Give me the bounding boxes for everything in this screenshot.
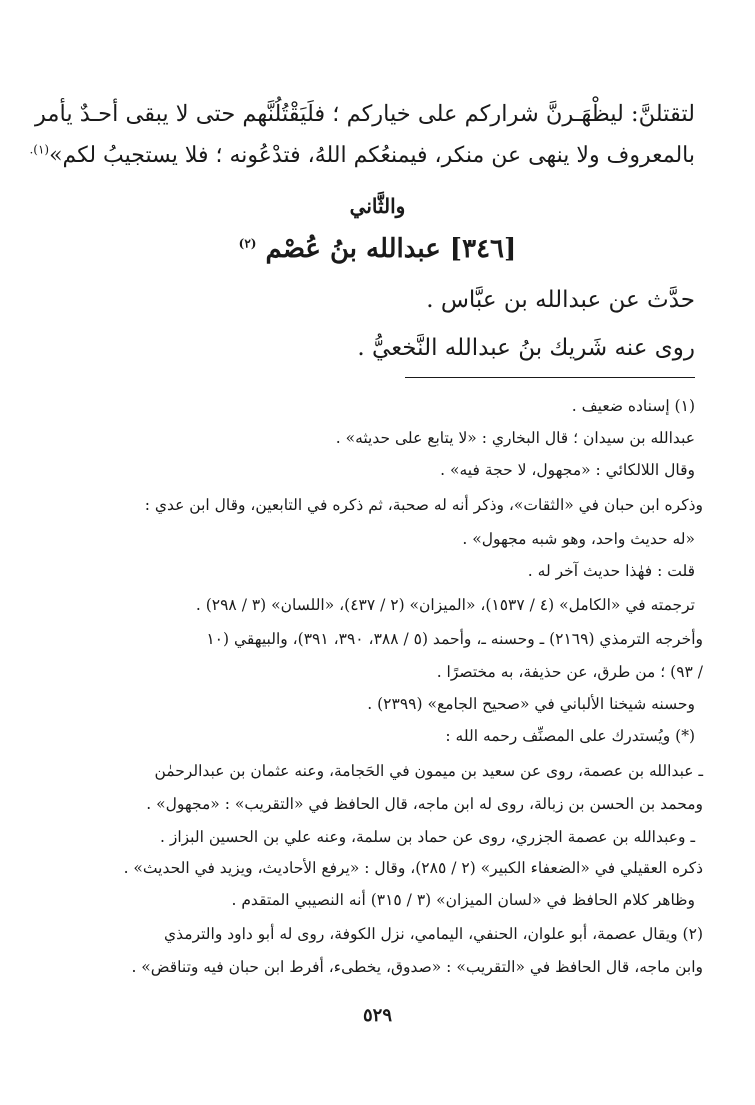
entry-narration-line: حدَّث عن عبدالله بن عبَّاس . (426, 287, 695, 313)
footnote-ref-2: (٢) (238, 236, 257, 251)
footnote-line: ذكره العقيلي في «الضعفاء الكبير» (٢ / ٢٨٥)، وقال : «يرفع الأحاديث، ويزيد في الحديث» . (123, 859, 703, 877)
footnote-line: ـ عبدالله بن عصمة، روى عن سعيد بن ميمون في الحَجامة، وعنه عثمان بن عبدالرحمٰن (154, 762, 703, 780)
footnote-line: وأخرجه الترمذي (٢١٦٩) ـ وحسنه ـ، وأحمد (٥ / ٣٨٨، ٣٩٠، ٣٩١)، والبيهقي (١٠ (206, 630, 703, 648)
page-number: ٥٢٩ (362, 1005, 392, 1026)
footnote-line: وذكره ابن حبان في «الثقات»، وذكر أنه له صحبة، ثم ذكره في التابعين، وقال ابن عدي : (144, 496, 703, 514)
main-text-line-2-body: بالمعروف ولا ينهى عن منكر، فيمنعُكم اللهُ، فتدْعُونه ؛ فلا يستجيبُ لكم» (49, 143, 695, 168)
footnote-line: وقال اللالكائي : «مجهول، لا حجة فيه» . (440, 461, 695, 479)
footnote-line: ـ وعبدالله بن عصمة الجزري، روى عن حماد بن سلمة، وعنه علي بن الحسين البزاز . (159, 828, 695, 846)
footnote-line: ترجمته في «الكامل» (٤ / ١٥٣٧)، «الميزان» (٢ / ٤٣٧)، «اللسان» (٣ / ٢٩٨) . (195, 596, 695, 614)
entry-title (0, 234, 755, 264)
footnote-line: قلت : فهٰذا حديث آخر له . (527, 562, 695, 580)
footnote-line: وظاهر كلام الحافظ في «لسان الميزان» (٣ / ٣١٥) أنه النصيبي المتقدم . (231, 891, 695, 909)
entry-title-text: [٣٤٦] عبدالله بنُ عُصْم (265, 234, 517, 264)
footnote-ref-1: (١). (29, 142, 50, 157)
main-text-line-2 (30, 140, 695, 172)
footnote-line: وحسنه شيخنا الألباني في «صحيح الجامع» (٢٣٩٩) . (367, 695, 695, 713)
footnote-line: (٢) ويقال عصمة، أبو علوان، الحنفي، اليمامي، نزل الكوفة، روى له أبو داود والترمذي (164, 925, 703, 943)
footnote-line: / ٩٣) ؛ من طرق، عن حذيفة، به مختصرًا . (436, 663, 703, 681)
footnote-separator (405, 377, 695, 378)
footnote-line: وابن ماجه، قال الحافظ في «التقريب» : «صدوق، يخطىء، أفرط ابن حبان فيه وتناقض» . (131, 958, 703, 976)
main-text-line-1: لتقتلنَّ: ليظْهَـرنَّ شراركم على خياركم ؛ فلَيَقْتُلُنَّهم حتى لا يبقى أحـدٌ يأمر (35, 101, 695, 127)
footnote-line: (*) ويُستدرك على المصنِّف رحمه الله : (445, 727, 695, 745)
footnote-line: «له حديث واحد، وهو شبه مجهول» . (462, 530, 695, 548)
entry-narrators-line: روى عنه شَريك بنُ عبدالله النَّخعيُّ . (357, 335, 695, 361)
footnote-line: (١) إسناده ضعيف . (571, 397, 695, 415)
footnote-line: عبدالله بن سيدان ؛ قال البخاري : «لا يتابع على حديثه» . (335, 429, 695, 447)
section-heading: والثَّاني (349, 194, 406, 218)
footnote-line: ومحمد بن الحسن بن زبالة، روى له ابن ماجه، قال الحافظ في «التقريب» : «مجهول» . (146, 795, 703, 813)
